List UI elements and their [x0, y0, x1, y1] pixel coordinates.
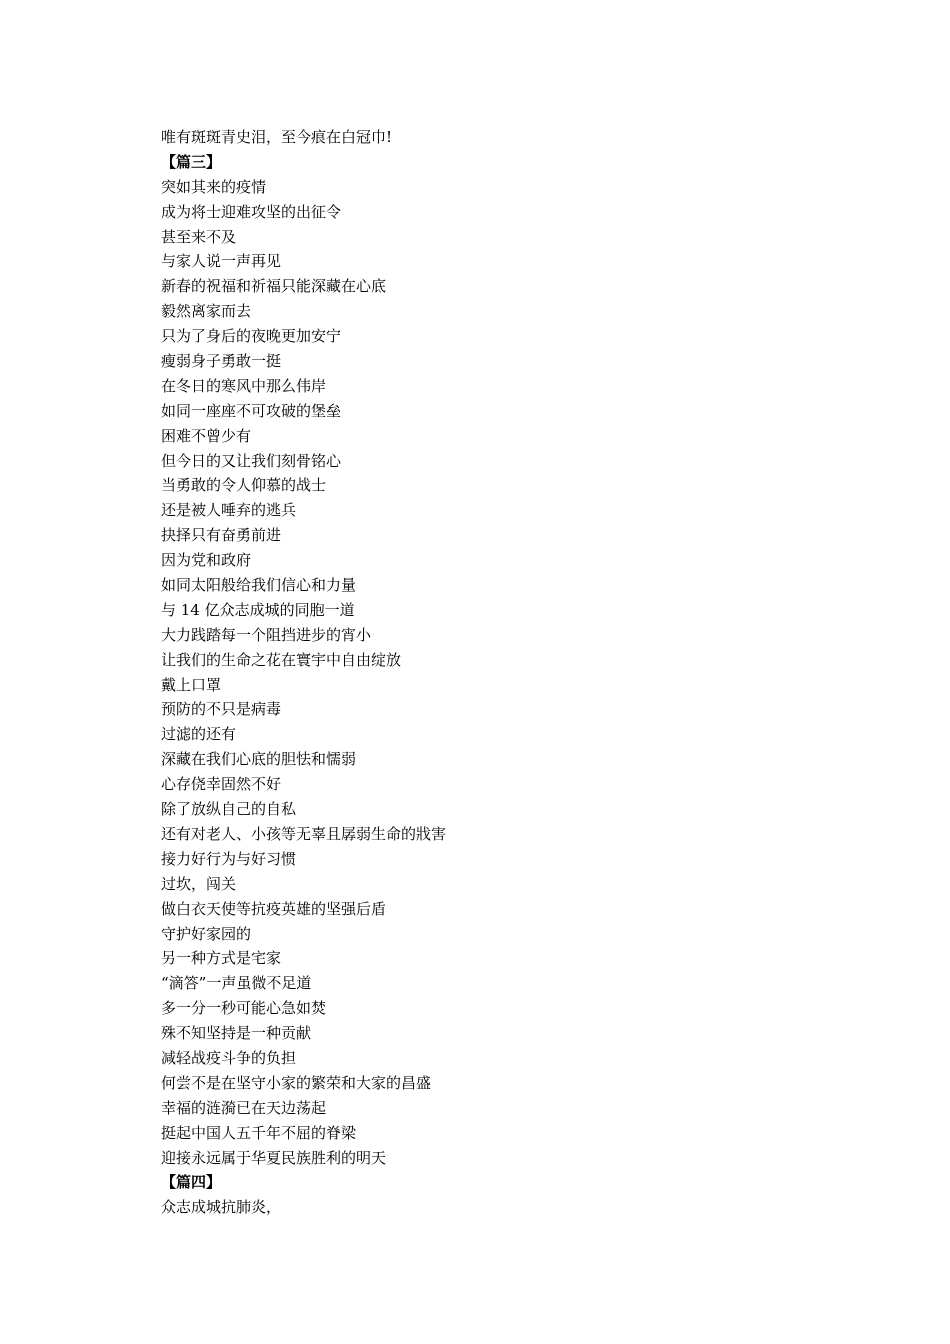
text-line: 何尝不是在坚守小家的繁荣和大家的昌盛 [161, 1073, 432, 1092]
text-line: 接力好行为与好习惯 [161, 849, 297, 868]
text-line: 但今日的又让我们刻骨铭心 [161, 451, 342, 470]
text-line: 如同一座座不可攻破的堡垒 [161, 401, 342, 420]
text-line: 甚至来不及 [161, 227, 237, 246]
text-line: “滴答”一声虽微不足道 [161, 974, 312, 993]
text-line: 众志成城抗肺炎， [161, 1198, 282, 1217]
text-line: 心存侥幸固然不好 [161, 775, 282, 794]
text-line: 新春的祝福和祈福只能深藏在心底 [161, 277, 387, 296]
section-heading: 【篇四】 [161, 1173, 222, 1192]
text-line: 减轻战疫斗争的负担 [161, 1048, 297, 1067]
text-line: 迎接永远属于华夏民族胜利的明天 [161, 1148, 387, 1167]
section-heading: 【篇三】 [161, 152, 222, 171]
text-line: 只为了身后的夜晚更加安宁 [161, 327, 342, 346]
text-line: 毅然离家而去 [161, 302, 252, 321]
text-line: 大力践踏每一个阻挡进步的宵小 [161, 625, 372, 644]
text-line: 守护好家园的 [161, 924, 252, 943]
text-line: 抉择只有奋勇前进 [161, 526, 282, 545]
text-line: 除了放纵自己的自私 [161, 800, 297, 819]
text-line: 做白衣天使等抗疫英雄的坚强后盾 [161, 899, 387, 918]
text-line: 还有对老人、小孩等无辜且孱弱生命的戕害 [161, 824, 447, 843]
text-line: 多一分一秒可能心急如焚 [161, 999, 327, 1018]
text-line: 成为将士迎难攻坚的出征令 [161, 202, 342, 221]
text-line: 还是被人唾弃的逃兵 [161, 501, 297, 520]
poem-text-block [161, 125, 861, 1220]
text-line: 突如其来的疫情 [161, 177, 267, 196]
text-line: 如同太阳般给我们信心和力量 [161, 576, 357, 595]
text-line: 预防的不只是病毒 [161, 700, 282, 719]
text-line: 瘦弱身子勇敢一挺 [161, 352, 282, 371]
text-line: 过滤的还有 [161, 725, 237, 744]
text-line: 与 14 亿众志成城的同胞一道 [161, 600, 355, 619]
text-line: 深藏在我们心底的胆怯和懦弱 [161, 750, 357, 769]
text-line: 过坎，闯关 [161, 874, 237, 893]
text-line: 殊不知坚持是一种贡献 [161, 1024, 312, 1043]
text-line: 当勇敢的令人仰慕的战士 [161, 476, 327, 495]
text-line: 唯有斑斑青史泪，至今痕在白冠巾! [161, 128, 393, 146]
text-line: 挺起中国人五千年不屈的脊梁 [161, 1123, 357, 1142]
text-line: 幸福的涟漪已在天边荡起 [161, 1098, 327, 1117]
text-line: 戴上口罩 [161, 675, 222, 694]
text-line: 与家人说一声再见 [161, 252, 282, 271]
text-line: 在冬日的寒风中那么伟岸 [161, 376, 327, 395]
text-line: 因为党和政府 [161, 551, 252, 570]
text-line: 困难不曾少有 [161, 426, 252, 445]
text-line: 另一种方式是宅家 [161, 949, 282, 968]
text-line: 让我们的生命之花在寰宇中自由绽放 [161, 650, 402, 669]
